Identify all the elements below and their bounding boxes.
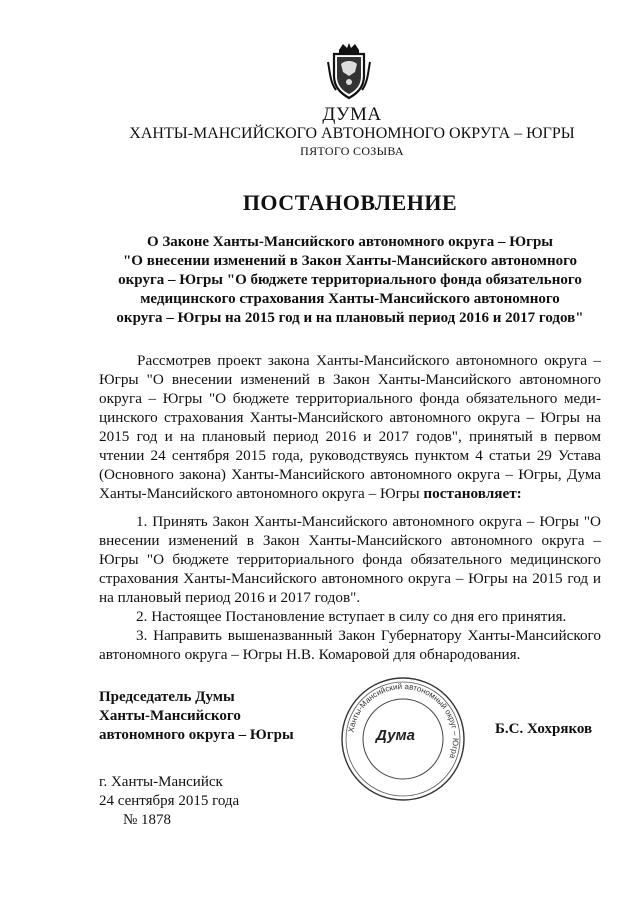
- resolution-verb: постановляет:: [423, 485, 522, 502]
- document-title: ПОСТАНОВЛЕНИЕ: [242, 190, 458, 215]
- preamble-paragraph: [99, 351, 601, 503]
- document-number: № 1878: [123, 812, 172, 828]
- stamp-center-text: Дума: [376, 727, 415, 744]
- date: 24 сентября 2015 года: [99, 793, 240, 809]
- position-line: автономного округа – Югры: [99, 727, 294, 743]
- resolution-items: [99, 512, 601, 664]
- subject-line: округа – Югры на 2015 год и на плановый период 2016 и 2017 годов": [116, 310, 584, 326]
- resolution-item: 1. Принять Закон Ханты-Мансийского автономного округа – Югры "О внесении изменений в Закон Ханты-Мансийского автономного округа – Югры "О бюджете территориального фонда обязательного медицинского страхования Ханты-Мансийского автономного округа – Югры на 2015 год и на плановый период 2016 и 2017 годов".: [99, 513, 601, 606]
- coat-of-arms-icon: [325, 42, 373, 100]
- position-line: Председатель Думы: [99, 689, 235, 705]
- org-name-line1: ДУМА: [322, 104, 382, 125]
- signatory-name: Б.С. Хохряков: [495, 721, 593, 737]
- resolution-item: 3. Направить вышеназванный Закон Губернатору Ханты-Мансийского автономного округа – Югры Н.В. Комаровой для обнародования.: [99, 627, 601, 663]
- signatory-position: [99, 688, 294, 745]
- subject-line: медицинского страхования Ханты-Мансийского автономного: [140, 291, 560, 307]
- document-subject: [100, 233, 600, 328]
- subject-line: "О внесении изменений в Закон Ханты-Мансийского автономного: [122, 253, 578, 269]
- stamp-ring-text: Ханты-Мансийский автономный округ – Югра: [346, 681, 461, 760]
- resolution-item: 2. Настоящее Постановление вступает в силу со дня его принятия.: [136, 608, 567, 625]
- subject-line: округа – Югры "О бюджете территориального фонда обязательного: [118, 272, 582, 288]
- subject-line: О Законе Ханты-Мансийского автономного округа – Югры: [146, 234, 554, 250]
- org-name-line2: ХАНТЫ-МАНСИЙСКОГО АВТОНОМНОГО ОКРУГА – ЮГРЫ: [129, 125, 575, 142]
- position-line: Ханты-Мансийского: [99, 708, 241, 724]
- document-footer: [99, 773, 239, 830]
- city: г. Ханты-Мансийск: [99, 774, 223, 790]
- convocation-line: ПЯТОГО СОЗЫВА: [300, 144, 404, 158]
- preamble-text: Рассмотрев проект закона Ханты-Мансийского автономного округа – Югры "О внесении изменений в Закон Ханты-Мансийского автономного округа – Югры "О бюджете территориального фонда обязательного медицинского страхования Ханты-Мансийского автономного округа – Югры на 2015 год и на плановый период 2016 и 2017 годов", принятый в первом чтении 24 сентября 2015 года, руководствуясь пунктом 4 статьи 29 Устава (Основного закона) Ханты-Мансийского автономного округа – Югры, Дума Ханты-Мансийского автономного округа – Югры: [99, 352, 601, 502]
